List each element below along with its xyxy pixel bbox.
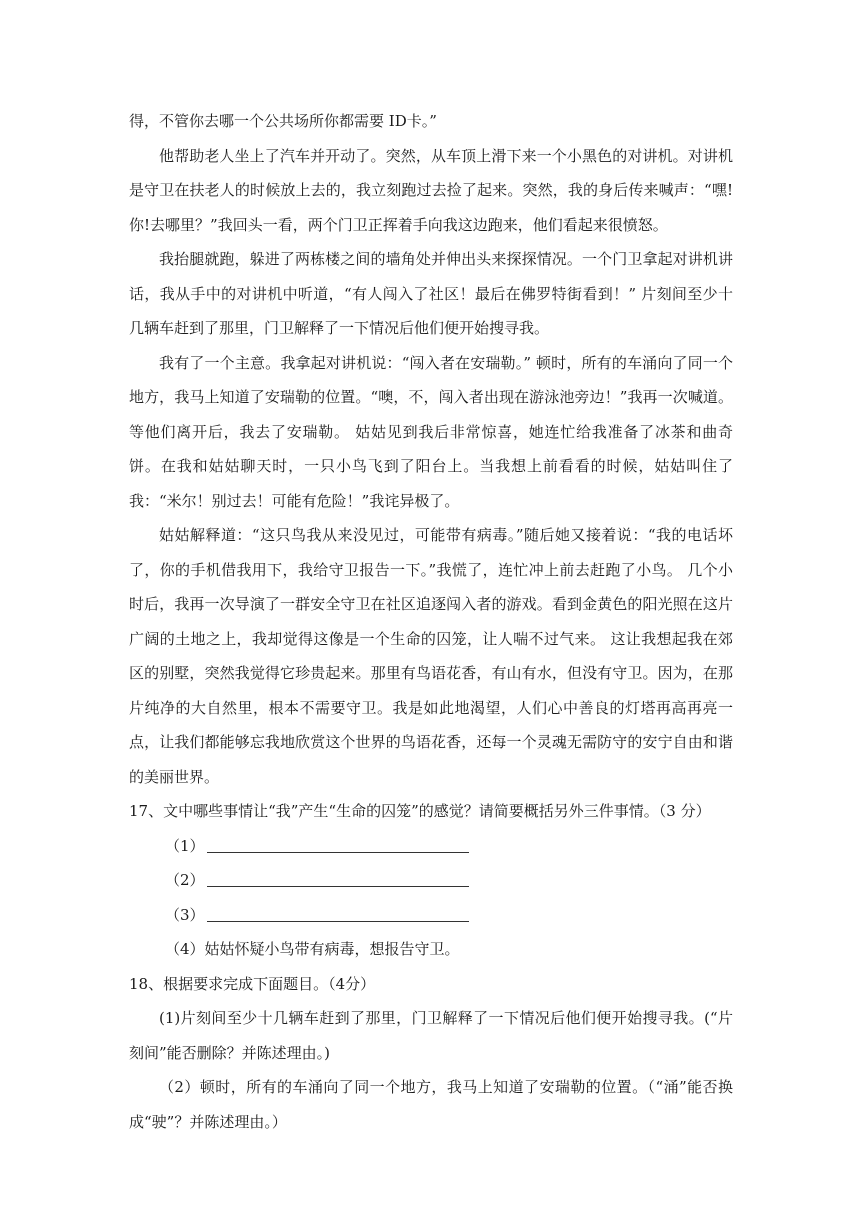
question-18-sub-2: （2）顿时，所有的车涌向了同一个地方，我马上知道了安瑞勒的位置。（“涌”能否换成“驶”？并陈述理由。） — [129, 1078, 733, 1131]
passage-paragraph-3: 我有了一个主意。我拿起对讲机说：“闯入者在安瑞勒。” 顿时，所有的车涌向了同一个地方，我马上知道了安瑞勒的位置。“噢，不，闯入者出现在游泳池旁边！”我再一次喊道。等他们离开后，我去了安瑞勒。 姑姑见到我后非常惊喜，她连忙给我准备了冰茶和曲奇饼。在我和姑姑聊天时，一只小鸟飞到了阳台上。当我想上前看看的时候，姑姑叫住了我：“米尔！别过去！可能有危险！”我诧异极了。 — [129, 353, 733, 510]
answer-blank[interactable] — [207, 851, 469, 853]
passage-paragraph-1: 他帮助老人坐上了汽车并开动了。突然，从车顶上滑下来一个小黑色的对讲机。对讲机是守卫在扶老人的时候放上去的，我立刻跑过去捡了起来。突然，我的身后传来喊声：“嘿!你!去哪里？”我回头一看，两个门卫正挥着手向我这边跑来，他们看起来很愤怒。 — [129, 146, 733, 234]
answer-number: （1） — [165, 836, 205, 855]
answer-line-1 — [129, 829, 733, 864]
question-18-sub-1: (1)片刻间至少十几辆车赶到了那里，门卫解释了一下情况后他们便开始搜寻我。(“片刻间”能否删除？并陈述理由。) — [129, 1009, 733, 1062]
answer-number: （2） — [165, 871, 205, 889]
passage-paragraph-4: 姑姑解释道：“这只鸟我从来没见过，可能带有病毒。”随后她又接着说：“我的电话坏了，你的手机借我用下，我给守卫报告一下。”我慌了，连忙冲上前去赶跑了小鸟。 几个小时后，我再一次导演了一群安全守卫在社区追逐闯入者的游戏。看到金黄色的阳光照在这片广阔的土地之上，我却觉得这像是一个生命的囚笼，让人喘不过气来。 这让我想起我在郊区的别墅，突然我觉得它珍贵起来。那里有鸟语花香，有山有水，但没有守卫。因为，在那片纯净的大自然里，根本不需要守卫。我是如此地渴望，人们心中善良的灯塔再高再亮一点，让我们都能够忘我地欣赏这个世界的鸟语花香，还每一个灵魂无需防守的安宁自由和谐的美丽世界。 — [129, 526, 733, 786]
passage-paragraph-0: 得，不管你去哪一个公共场所你都需要 ID卡。” — [129, 112, 437, 130]
exam-page — [129, 104, 733, 1139]
answer-number: （3） — [165, 905, 205, 924]
answer-blank[interactable] — [207, 885, 469, 887]
question-18-stem: 18、根据要求完成下面题目。（4分） — [129, 974, 376, 993]
answer-line-2 — [129, 863, 733, 898]
question-17-stem: 17、文中哪些事情让“我”产生“生命的囚笼”的感觉？请简要概括另外三件事情。（3 分） — [129, 802, 711, 820]
answer-line-3 — [129, 898, 733, 933]
answer-blank[interactable] — [207, 920, 469, 922]
passage-paragraph-2: 我抬腿就跑，躲进了两栋楼之间的墙角处并伸出头来探探情况。一个门卫拿起对讲机讲话，我从手中的对讲机中听道，“有人闯入了社区！最后在佛罗特街看到！” 片刻间至少十几辆车赶到了那里，门卫解释了一下情况后他们便开始搜寻我。 — [129, 250, 733, 337]
answer-line-4: （4）姑姑怀疑小鸟带有病毒，想报告守卫。 — [165, 940, 460, 958]
